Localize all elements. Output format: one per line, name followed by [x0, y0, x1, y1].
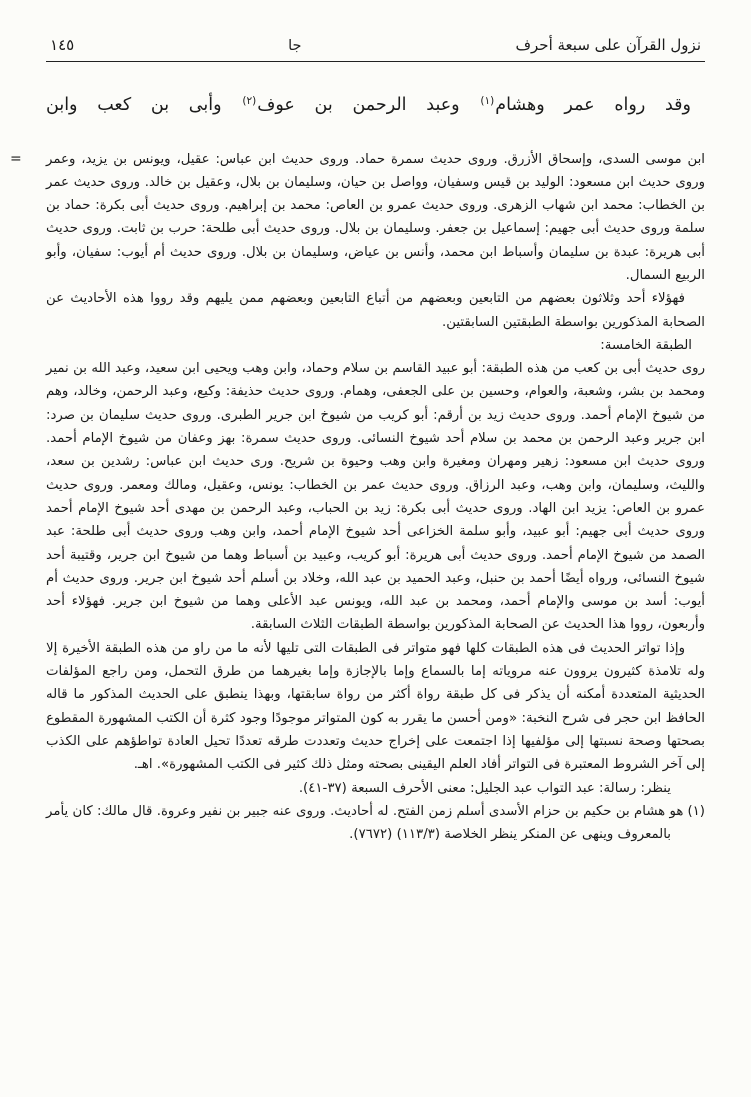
- body-segment-2: وعبد الرحمن بن عوف: [257, 95, 460, 115]
- body-segment-1: وقد رواه عمر وهشام: [495, 95, 691, 115]
- page-number: ١٤٥: [50, 36, 75, 54]
- footnote-section-heading: الطبقة الخامسة:: [600, 337, 692, 353]
- body-segment-3: وأبى بن كعب وابن: [46, 95, 222, 115]
- footnote-continuation-paragraph: وإذا تواتر الحديث فى هذه الطبقات كلها فهو متواتر فى الطبقات التى تليها لأنه ما من راو من هذه الطبقة الأخيرة إلا وله تلامذة كثيرون يروون عنه مروياته إما بالسماع وإما بالإجازة وإما بغيرهما من طرق التحمل، ومن راجع المؤلفات الحديثية المتعددة أمكنه أن يذكر فى كل طبقة رواة أكثر من رواة سابقتها، وبهذا ينطبق على الحديث المذكور ما قاله الحافظ ابن حجر فى شرح النخبة: «ومن أحسن ما يقرر به كون المتواتر موجودًا وجود كثرة أن الكتب المشهورة المقطوع بصحتها وصحة نسبتها إلى مؤلفيها إذا اجتمعت على إخراج حديث وتعددت طرقه تعددًا تحيل العادة تواطؤهم على الكذب إلى آخر الشروط المعتبرة فى التواتر أفاد العلم اليقينى بصحته ومثل ذلك كثير فى الكتب المشهورة». اهـ.: [46, 640, 705, 773]
- footnote-ref-2: (٢): [242, 95, 257, 107]
- body-paragraph: [46, 90, 705, 122]
- footnote-area: [10, 148, 705, 847]
- footnote-continuation-paragraph: ابن موسى السدى، وإسحاق الأزرق. وروى حديث سمرة حماد. وروى حديث ابن عباس: عقيل، ويونس بن يزيد، وعمر وروى حديث ابن مسعود: الوليد بن قيس وسفيان، وواصل بن حيان، وسليمان بن بلال، وعقيل بن خالد. وروى حديث عمر بن الخطاب: محمد ابن شهاب الزهرى. وروى حديث عمرو بن العاص: محمد بن إبراهيم. وروى حديث أبى بكرة: حماد بن سلمة وروى حديث أبى جهيم: إسماعيل بن جعفر. وسليمان بن بلال. وروى حديث أبى طلحة: حرب بن ثابت. وروى حديث أبى هريرة: عبدة بن سليمان وأسباط ابن محمد، وأنس بن عياض، وسليمان بن بلال. وروى حديث أم أيوب: سفيان، وأبو الربيع السمال.: [46, 151, 705, 283]
- footnote-ref-1: (١): [480, 95, 495, 107]
- footnote-1-number: (١): [687, 803, 705, 819]
- main-text-block: [46, 90, 705, 122]
- page-header: [46, 36, 705, 54]
- footnote-1: [46, 800, 705, 847]
- header-rule: [46, 61, 705, 62]
- volume-mark: جا: [288, 38, 302, 54]
- footnote-continuation-marker: =: [10, 150, 22, 167]
- running-title: نزول القرآن على سبعة أحرف: [515, 36, 701, 54]
- footnote-continuation-paragraph: روى حديث أبى بن كعب من هذه الطبقة: أبو عبيد القاسم بن سلام وحماد، وابن وهب ويحيى ابن سعيد، وعبد الله بن نمير ومحمد بن بشر، وشعبة، والعوام، وحسين بن على الجعفى، وهمام. وروى حديث حذيفة: وكيع، وعبد الرحمن، وخالد، وهم من شيوخ الإمام أحمد. وروى حديث زيد بن أرقم: أبو كريب من شيوخ ابن جرير الطبرى. وروى حديث سليمان بن صرد: ابن جرير وعبد الرحمن بن محمد بن سلام أحد شيوخ النسائى. وروى حديث سمرة: بهز وعفان من شيوخ الإمام أحمد. وروى حديث ابن مسعود: زهير ومهران ومغيرة وابن وهب وحيوة بن شريح. ورى حديث ابن عباس: رشدين بن سعد، والليث، وسليمان، وابن وهب، وعبد الرزاق. وروى حديث عمر بن الخطاب: يونس، وعقيل، ومالك ومعمر. وروى حديث عمرو بن العاص: يزيد ابن الهاد. وروى حديث أبى بكرة: زيد بن الحباب، وعبد الرحمن بن مهدى أحد شيوخ الإمام أحمد وروى حديث أبى جهيم: أبو عبيد، وأبو سلمة الخزاعى أحد شيوخ الإمام أحمد، وابن وهب وروى حديث أبى طلحة: عبد الصمد من شيوخ الإمام أحمد. وروى حديث أبى هريرة: أبو كريب، وعبيد بن أسباط وهما من شيوخ ابن جرير، وقتيبة أحد شيوخ النسائى، ورواه أيضًا أحمد بن حنبل، وعبد الحميد بن عبد الله، وخلاد بن أسلم أحد شيوخ ابن جرير. وروى حديث أم أيوب: أسد بن موسى والإمام أحمد، ومحمد بن عبد الله، ويونس عبد الأعلى وهما من شيوخ ابن جرير. فهؤلاء أحد وأربعون، رووا هذا الحديث عن الصحابة المذكورين بواسطة الطبقات الثلاث السابقة.: [46, 361, 705, 633]
- footnote-1-text: هو هشام بن حكيم بن حزام الأسدى أسلم زمن الفتح. له أحاديث. وروى عنه جبير بن نفير وعروة. قال مالك: كان يأمر بالمعروف وينهى عن المنكر ينظر الخلاصة (١١٣/٣) (٧٦٧٢).: [46, 803, 684, 843]
- footnote-continuation-paragraph: فهؤلاء أحد وثلاثون بعضهم من التابعين وبعضهم من أتباع التابعين وبعضهم ممن يليهم وقد رووا هذه الأحاديث عن الصحابة المذكورين بواسطة الطبقتين السابقتين.: [46, 291, 705, 330]
- footnote-reference-line: ينظر: رسالة: عبد التواب عبد الجليل: معنى الأحرف السبعة (٣٧-٤١).: [298, 780, 671, 796]
